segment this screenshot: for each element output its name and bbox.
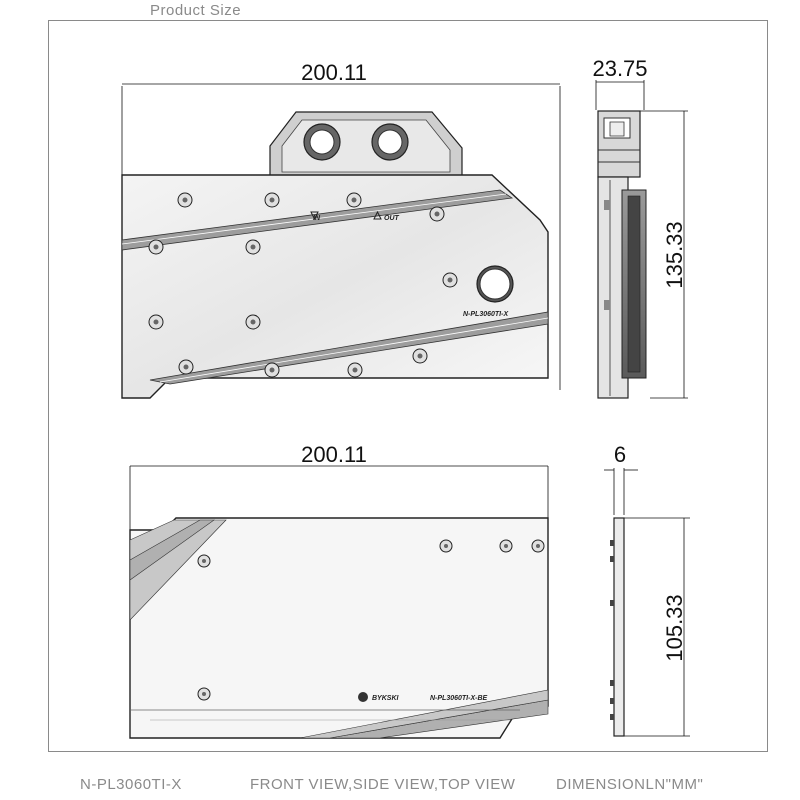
footer-views: FRONT VIEW,SIDE VIEW,TOP VIEW: [250, 776, 516, 793]
front-model-label: N-PL3060TI-X: [463, 311, 509, 318]
footer-units: DIMENSIONLN"MM": [556, 776, 704, 793]
side-view: [592, 56, 688, 398]
back-width-dimension: 200.11: [301, 442, 367, 467]
front-view: [122, 60, 560, 398]
back-model-label: N-PL3060TI-X-BE: [430, 695, 488, 702]
page-title: Product Size: [150, 2, 242, 19]
brand-logo-icon: [358, 692, 368, 702]
side-thickness-dimension: 23.75: [592, 56, 648, 81]
top-view: [604, 442, 690, 736]
front-width-dimension: 200.11: [301, 60, 367, 85]
back-thickness-dimension: 6: [613, 442, 627, 467]
back-height-dimension: 105.33: [662, 594, 687, 662]
brand-label: BYKSKI: [372, 695, 399, 702]
side-height-dimension: 135.33: [662, 221, 687, 289]
inlet-label: IN: [313, 215, 320, 222]
footer-model: N-PL3060TI-X: [80, 776, 182, 793]
back-view: [130, 442, 548, 738]
outlet-label: OUT: [384, 215, 399, 222]
